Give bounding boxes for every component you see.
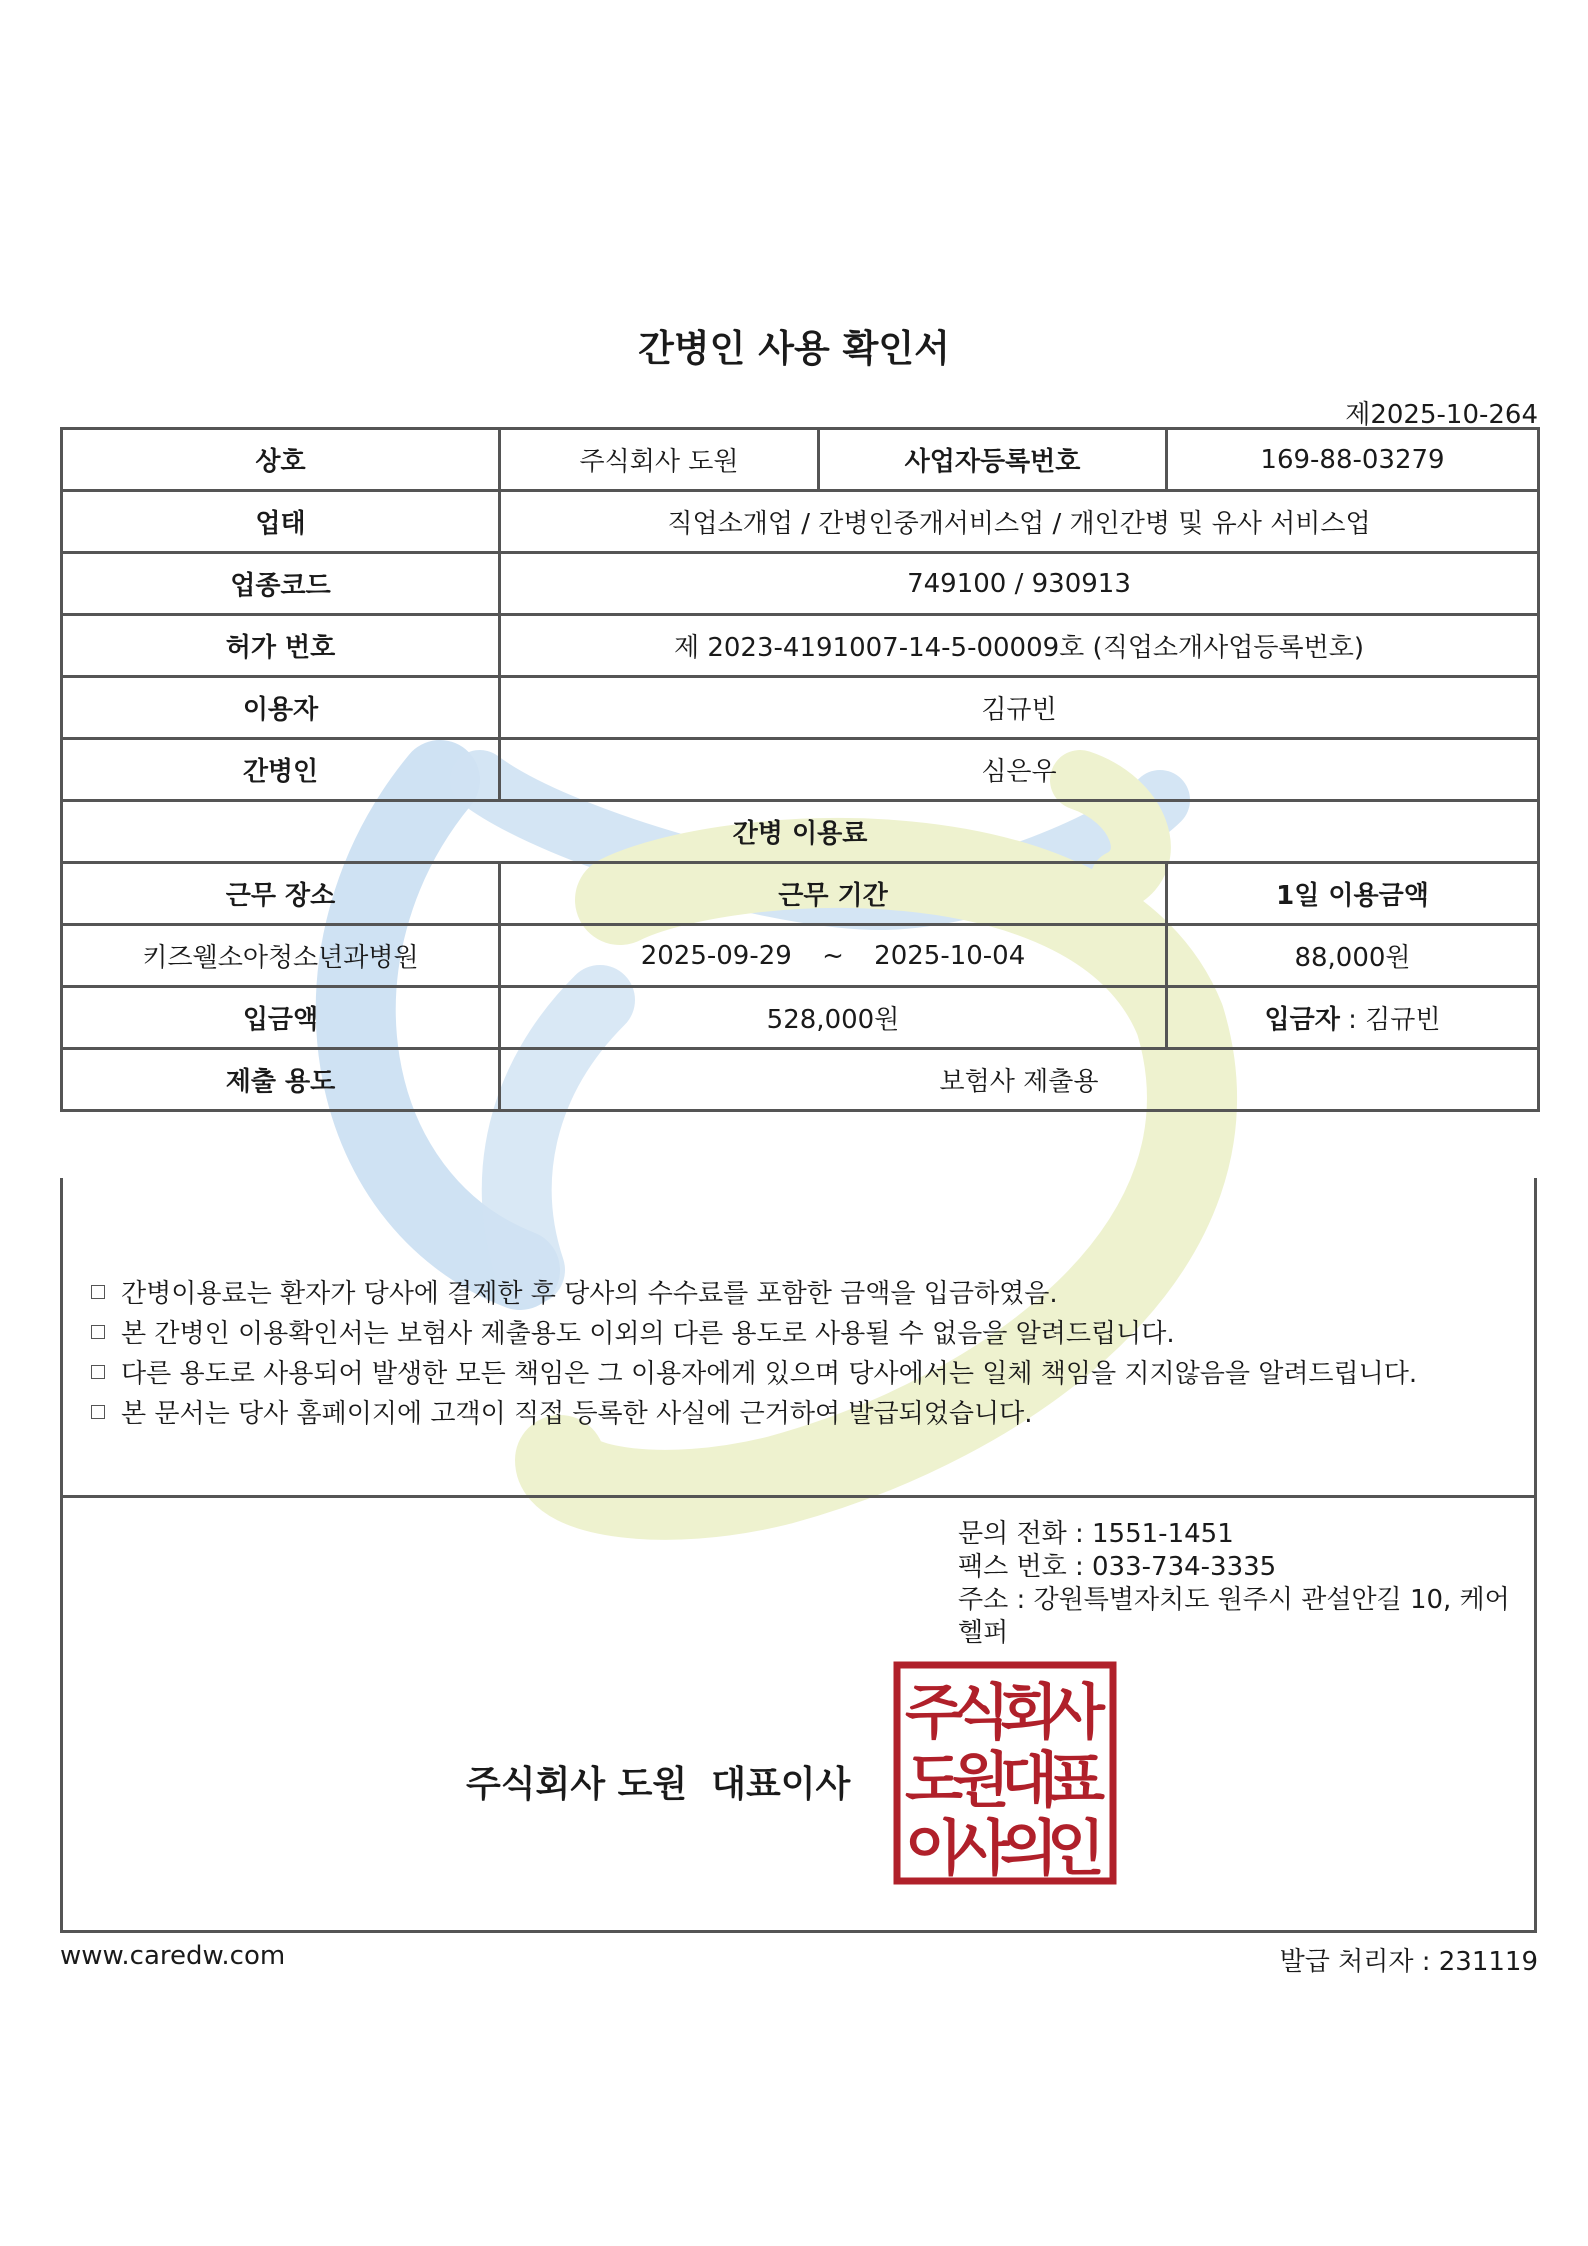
purpose-value: 보험사 제출용 <box>500 1049 1539 1111</box>
period-label: 근무 기간 <box>500 863 1167 925</box>
document-title: 간병인 사용 확인서 <box>638 327 950 370</box>
note-text: 본 문서는 당사 홈페이지에 고객이 직접 등록한 사실에 근거하여 발급되었습니다. <box>121 1399 1033 1429</box>
daily-label: 1일 이용금액 <box>1167 863 1539 925</box>
svg-text:사: 사 <box>1047 1678 1105 1748</box>
place-value: 키즈웰소아청소년과병원 <box>62 925 500 987</box>
note-text: 간병이용료는 환자가 당사에 결제한 후 당사의 수수료를 포함한 금액을 입금하였음. <box>121 1279 1058 1309</box>
user-label: 이용자 <box>62 677 500 739</box>
table-row <box>62 739 1539 801</box>
depositor-value: : 김규빈 <box>1348 1005 1441 1035</box>
list-item <box>91 1274 1417 1314</box>
caregiver-label: 간병인 <box>62 739 500 801</box>
list-item <box>91 1314 1417 1354</box>
deposit-value: 528,000원 <box>500 987 1167 1049</box>
biztype-value: 직업소개업 / 간병인중개서비스업 / 개인간병 및 유사 서비스업 <box>500 491 1539 553</box>
list-item <box>91 1394 1417 1434</box>
svg-text:식: 식 <box>952 1678 1010 1748</box>
svg-text:도: 도 <box>905 1746 963 1816</box>
user-value: 김규빈 <box>500 677 1539 739</box>
table-row <box>62 801 1539 863</box>
depositor-label: 입금자 <box>1264 1005 1340 1035</box>
fee-section-title: 간병 이용료 <box>62 801 1539 863</box>
period-end: 2025-10-04 <box>874 940 1026 971</box>
period-value <box>500 925 1167 987</box>
list-item <box>91 1354 1417 1394</box>
deposit-label: 입금액 <box>62 987 500 1049</box>
note-text: 본 간병인 이용확인서는 보험사 제출용도 이외의 다른 용도로 사용될 수 없음을 알려드립니다. <box>121 1319 1175 1349</box>
biztype-label: 업태 <box>62 491 500 553</box>
table-row <box>62 863 1539 925</box>
bizno-label: 사업자등록번호 <box>819 429 1167 491</box>
period-start: 2025-09-29 <box>640 940 792 971</box>
signer <box>466 1756 874 1807</box>
license-label: 허가 번호 <box>62 615 500 677</box>
contact-fax: 팩스 번호 : 033-734-3335 <box>958 1552 1277 1582</box>
bizno-value: 169-88-03279 <box>1167 429 1539 491</box>
code-label: 업종코드 <box>62 553 500 615</box>
table-row <box>62 553 1539 615</box>
notes-box <box>60 1178 1537 1498</box>
footer-box <box>60 1498 1537 1933</box>
square-bullet-icon <box>91 1365 105 1379</box>
daily-value: 88,000원 <box>1167 925 1539 987</box>
svg-text:사: 사 <box>952 1814 1010 1884</box>
purpose-label: 제출 용도 <box>62 1049 500 1111</box>
svg-text:이: 이 <box>905 1814 963 1884</box>
depositor-cell <box>1167 987 1539 1049</box>
svg-text:대: 대 <box>1000 1746 1058 1816</box>
table-row <box>62 429 1539 491</box>
note-text: 다른 용도로 사용되어 발생한 모든 책임은 그 이용자에게 있으며 당사에서는 일체 책임을 지지않음을 알려드립니다. <box>121 1359 1418 1389</box>
caregiver-value: 심은우 <box>500 739 1539 801</box>
table-row <box>62 491 1539 553</box>
svg-text:회: 회 <box>1000 1678 1058 1748</box>
place-label: 근무 장소 <box>62 863 500 925</box>
contact-address: 주소 : 강원특별자치도 원주시 관설안길 10, 케어헬퍼 <box>958 1585 1510 1648</box>
document-number: 제2025-10-264 <box>1345 400 1538 430</box>
issue-handler: 발급 처리자 : 231119 <box>1279 1947 1538 1977</box>
signer-role: 대표이사 <box>711 1764 851 1805</box>
table-row <box>62 987 1539 1049</box>
contact-phone: 문의 전화 : 1551-1451 <box>958 1519 1234 1549</box>
table-row <box>62 925 1539 987</box>
company-seal-stamp <box>893 1661 1117 1885</box>
company-value: 주식회사 도원 <box>500 429 819 491</box>
table-row <box>62 677 1539 739</box>
svg-text:인: 인 <box>1047 1814 1105 1884</box>
square-bullet-icon <box>91 1325 105 1339</box>
table-row <box>62 615 1539 677</box>
svg-text:의: 의 <box>1000 1814 1058 1884</box>
notes-list <box>91 1274 1417 1434</box>
period-separator: ~ <box>822 940 844 971</box>
square-bullet-icon <box>91 1285 105 1299</box>
svg-text:주: 주 <box>905 1678 963 1748</box>
square-bullet-icon <box>91 1405 105 1419</box>
code-value: 749100 / 930913 <box>500 553 1539 615</box>
table-row <box>62 1049 1539 1111</box>
confirmation-table <box>60 427 1540 1112</box>
svg-text:원: 원 <box>952 1746 1010 1816</box>
contact-info <box>958 1518 1534 1650</box>
website-url: www.caredw.com <box>60 1941 286 1971</box>
svg-text:표: 표 <box>1047 1746 1105 1816</box>
company-label: 상호 <box>62 429 500 491</box>
signer-company: 주식회사 도원 <box>466 1764 688 1805</box>
license-value: 제 2023-4191007-14-5-00009호 (직업소개사업등록번호) <box>500 615 1539 677</box>
